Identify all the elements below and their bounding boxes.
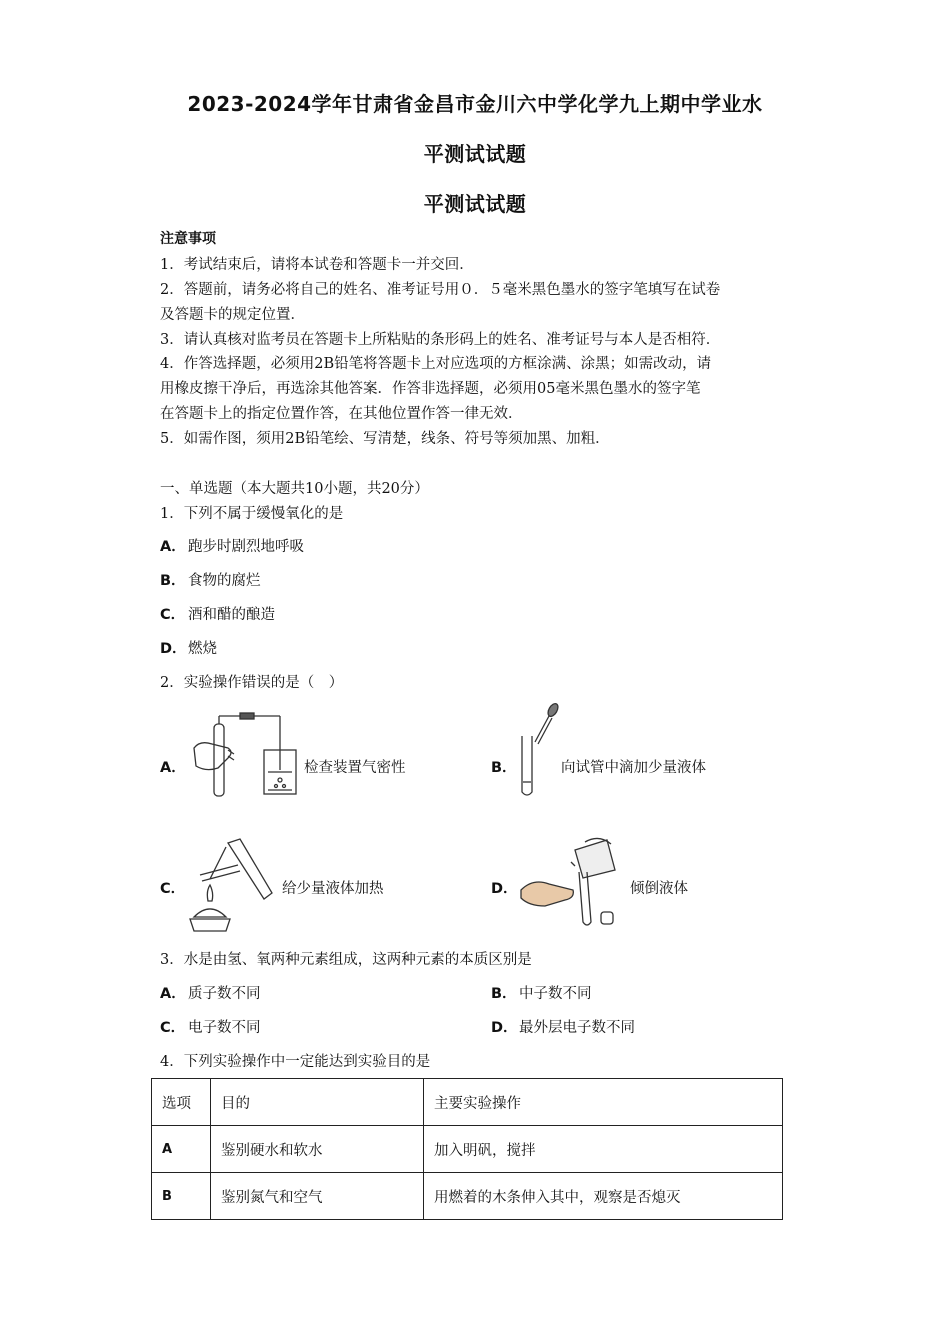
table-cell: 加入明矾，搅拌 — [424, 1126, 783, 1173]
note-line: 用橡皮擦干净后，再选涂其他答案．作答非选择题，必须用05毫米黑色墨水的签字笔 — [160, 381, 701, 397]
q1-option-b-text: 食物的腐烂 — [188, 573, 261, 589]
table-header-cell: 选项 — [152, 1079, 211, 1126]
q3-option-d-label: D． — [491, 1020, 518, 1036]
q1-option-a-text: 跑步时剧烈地呼吸 — [188, 539, 304, 555]
q1-stem: 1．下列不属于缓慢氧化的是 — [160, 506, 344, 522]
table-cell: 鉴别硬水和软水 — [211, 1126, 424, 1173]
q4-table — [151, 1078, 783, 1220]
table-header-row — [152, 1079, 783, 1126]
q3-option-a-label: A． — [160, 986, 186, 1002]
q3-option-b-text: 中子数不同 — [519, 986, 592, 1002]
q1-option-b-label: B． — [160, 573, 186, 589]
note-line: 3．请认真核对监考员在答题卡上所粘贴的条形码上的姓名、准考证号与本人是否相符． — [160, 332, 721, 348]
q1-option-c-label: C． — [160, 607, 186, 623]
heating-liquid-figure — [186, 835, 282, 933]
section-heading: 一、单选题（本大题共10小题，共20分） — [160, 481, 429, 497]
dropper-test-tube-figure — [515, 700, 565, 800]
q4-stem: 4．下列实验操作中一定能达到实验目的是 — [160, 1054, 431, 1070]
q2-option-c-label: C． — [160, 881, 186, 897]
exam-title-line2: 平测试试题 — [423, 142, 527, 166]
q3-option-c-text: 电子数不同 — [188, 1020, 261, 1036]
q2-option-b-text: 向试管中滴加少量液体 — [561, 760, 706, 776]
exam-title-line3: 平测试试题 — [423, 192, 527, 216]
q3-option-b-label: B． — [491, 986, 517, 1002]
q2-option-b-label: B． — [491, 760, 517, 776]
q1-option-a-label: A． — [160, 539, 186, 555]
q3-option-a-text: 质子数不同 — [188, 986, 261, 1002]
pouring-liquid-figure — [515, 832, 625, 930]
table-cell: 鉴别氮气和空气 — [211, 1173, 424, 1220]
table-row — [152, 1173, 783, 1220]
table-cell: A — [152, 1126, 211, 1173]
q2-option-d-text: 倾倒液体 — [630, 881, 688, 897]
q1-option-d-text: 燃烧 — [188, 641, 217, 657]
note-line: 5．如需作图，须用2B铅笔绘、写清楚，线条、符号等须加黑、加粗． — [160, 431, 610, 447]
table-cell: 用燃着的木条伸入其中，观察是否熄灭 — [424, 1173, 783, 1220]
q2-stem: 2．实验操作错误的是（ ） — [160, 675, 344, 691]
q2-option-a-text: 检查装置气密性 — [304, 760, 406, 776]
q3-stem: 3．水是由氢、氧两种元素组成，这两种元素的本质区别是 — [160, 952, 532, 968]
q3-option-d-text: 最外层电子数不同 — [519, 1020, 635, 1036]
note-line: 4．作答选择题，必须用2B铅笔将答题卡上对应选项的方框涂满、涂黑；如需改动，请 — [160, 356, 712, 372]
q1-option-c-text: 酒和醋的酿造 — [188, 607, 275, 623]
q1-option-d-label: D． — [160, 641, 187, 657]
exam-title-line1: 2023-2024学年甘肃省金昌市金川六中学化学九上期中学业水 — [187, 92, 763, 116]
notes-heading: 注意事项 — [160, 231, 216, 247]
note-line: 及答题卡的规定位置． — [160, 307, 305, 323]
q3-option-c-label: C． — [160, 1020, 186, 1036]
q2-option-a-label: A． — [160, 760, 186, 776]
airtightness-apparatus-figure — [188, 710, 303, 800]
table-header-cell: 主要实验操作 — [424, 1079, 783, 1126]
table-cell: B — [152, 1173, 211, 1220]
table-header-cell: 目的 — [211, 1079, 424, 1126]
note-line: 2．答题前，请务必将自己的姓名、准考证号用０．５毫米黑色墨水的签字笔填写在试卷 — [160, 282, 721, 298]
q2-option-d-label: D． — [491, 881, 518, 897]
note-line: 在答题卡上的指定位置作答，在其他位置作答一律无效． — [160, 406, 523, 422]
note-line: 1．考试结束后，请将本试卷和答题卡一并交回． — [160, 257, 474, 273]
q2-option-c-text: 给少量液体加热 — [282, 881, 384, 897]
table-row — [152, 1126, 783, 1173]
